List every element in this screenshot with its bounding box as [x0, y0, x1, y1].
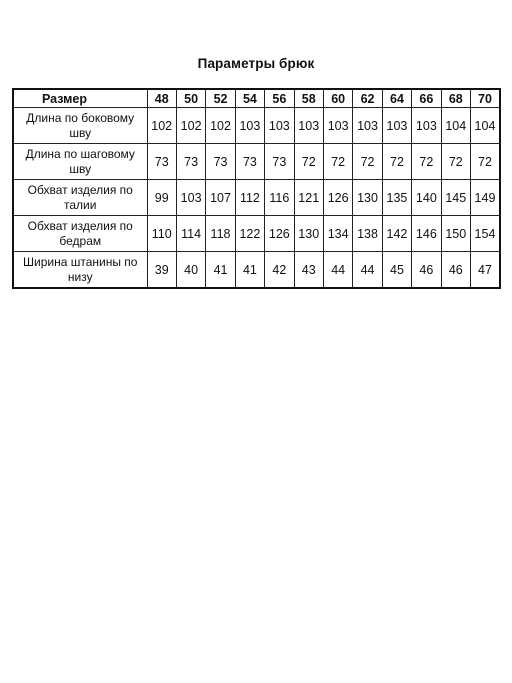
- table-row: [13, 216, 500, 252]
- value-cell: 73: [265, 144, 294, 180]
- value-cell: 150: [441, 216, 470, 252]
- value-cell: 73: [235, 144, 264, 180]
- value-cell: 126: [265, 216, 294, 252]
- value-cell: 138: [353, 216, 382, 252]
- value-cell: 72: [382, 144, 411, 180]
- value-cell: 149: [470, 180, 500, 216]
- size-header-cell: 70: [470, 89, 500, 108]
- value-cell: 146: [412, 216, 441, 252]
- table-row: [13, 108, 500, 144]
- value-cell: 107: [206, 180, 235, 216]
- value-cell: 134: [323, 216, 352, 252]
- value-cell: 126: [323, 180, 352, 216]
- value-cell: 140: [412, 180, 441, 216]
- value-cell: 72: [470, 144, 500, 180]
- size-header-cell: 64: [382, 89, 411, 108]
- value-cell: 72: [441, 144, 470, 180]
- value-cell: 72: [353, 144, 382, 180]
- value-cell: 41: [206, 252, 235, 289]
- value-cell: 104: [470, 108, 500, 144]
- value-cell: 112: [235, 180, 264, 216]
- size-chart-table: [12, 88, 501, 289]
- value-cell: 154: [470, 216, 500, 252]
- value-cell: 99: [147, 180, 176, 216]
- value-cell: 39: [147, 252, 176, 289]
- value-cell: 142: [382, 216, 411, 252]
- value-cell: 103: [176, 180, 205, 216]
- size-header-cell: 58: [294, 89, 323, 108]
- value-cell: 103: [235, 108, 264, 144]
- value-cell: 103: [412, 108, 441, 144]
- param-name-cell: Обхват изделия по талии: [13, 180, 147, 216]
- value-cell: 121: [294, 180, 323, 216]
- value-cell: 72: [323, 144, 352, 180]
- value-cell: 44: [323, 252, 352, 289]
- value-cell: 103: [265, 108, 294, 144]
- param-name-cell: Длина по боковому шву: [13, 108, 147, 144]
- size-header-cell: 50: [176, 89, 205, 108]
- value-cell: 130: [353, 180, 382, 216]
- value-cell: 40: [176, 252, 205, 289]
- value-cell: 103: [323, 108, 352, 144]
- param-name-cell: Ширина штанины по низу: [13, 252, 147, 289]
- size-header-cell: 48: [147, 89, 176, 108]
- value-cell: 104: [441, 108, 470, 144]
- size-header-cell: 68: [441, 89, 470, 108]
- value-cell: 73: [206, 144, 235, 180]
- table-row: [13, 144, 500, 180]
- size-header-cell: 60: [323, 89, 352, 108]
- value-cell: 122: [235, 216, 264, 252]
- value-cell: 44: [353, 252, 382, 289]
- value-cell: 145: [441, 180, 470, 216]
- param-name-cell: Длина по шаговому шву: [13, 144, 147, 180]
- table-row: [13, 180, 500, 216]
- value-cell: 46: [441, 252, 470, 289]
- value-cell: 102: [176, 108, 205, 144]
- value-cell: 102: [206, 108, 235, 144]
- size-header-cell: 66: [412, 89, 441, 108]
- value-cell: 73: [176, 144, 205, 180]
- value-cell: 45: [382, 252, 411, 289]
- page-title: Параметры брюк: [197, 56, 315, 71]
- value-cell: 118: [206, 216, 235, 252]
- value-cell: 103: [382, 108, 411, 144]
- size-header-cell: 62: [353, 89, 382, 108]
- value-cell: 46: [412, 252, 441, 289]
- value-cell: 43: [294, 252, 323, 289]
- value-cell: 130: [294, 216, 323, 252]
- table-row: [13, 252, 500, 289]
- value-cell: 72: [294, 144, 323, 180]
- size-header-label: Размер: [13, 89, 147, 108]
- size-header-cell: 52: [206, 89, 235, 108]
- value-cell: 73: [147, 144, 176, 180]
- value-cell: 41: [235, 252, 264, 289]
- param-name-cell: Обхват изделия по бедрам: [13, 216, 147, 252]
- value-cell: 42: [265, 252, 294, 289]
- value-cell: 110: [147, 216, 176, 252]
- header-row: [13, 89, 500, 108]
- value-cell: 103: [294, 108, 323, 144]
- value-cell: 72: [412, 144, 441, 180]
- size-header-cell: 54: [235, 89, 264, 108]
- value-cell: 114: [176, 216, 205, 252]
- size-header-cell: 56: [265, 89, 294, 108]
- value-cell: 47: [470, 252, 500, 289]
- value-cell: 102: [147, 108, 176, 144]
- value-cell: 103: [353, 108, 382, 144]
- value-cell: 135: [382, 180, 411, 216]
- value-cell: 116: [265, 180, 294, 216]
